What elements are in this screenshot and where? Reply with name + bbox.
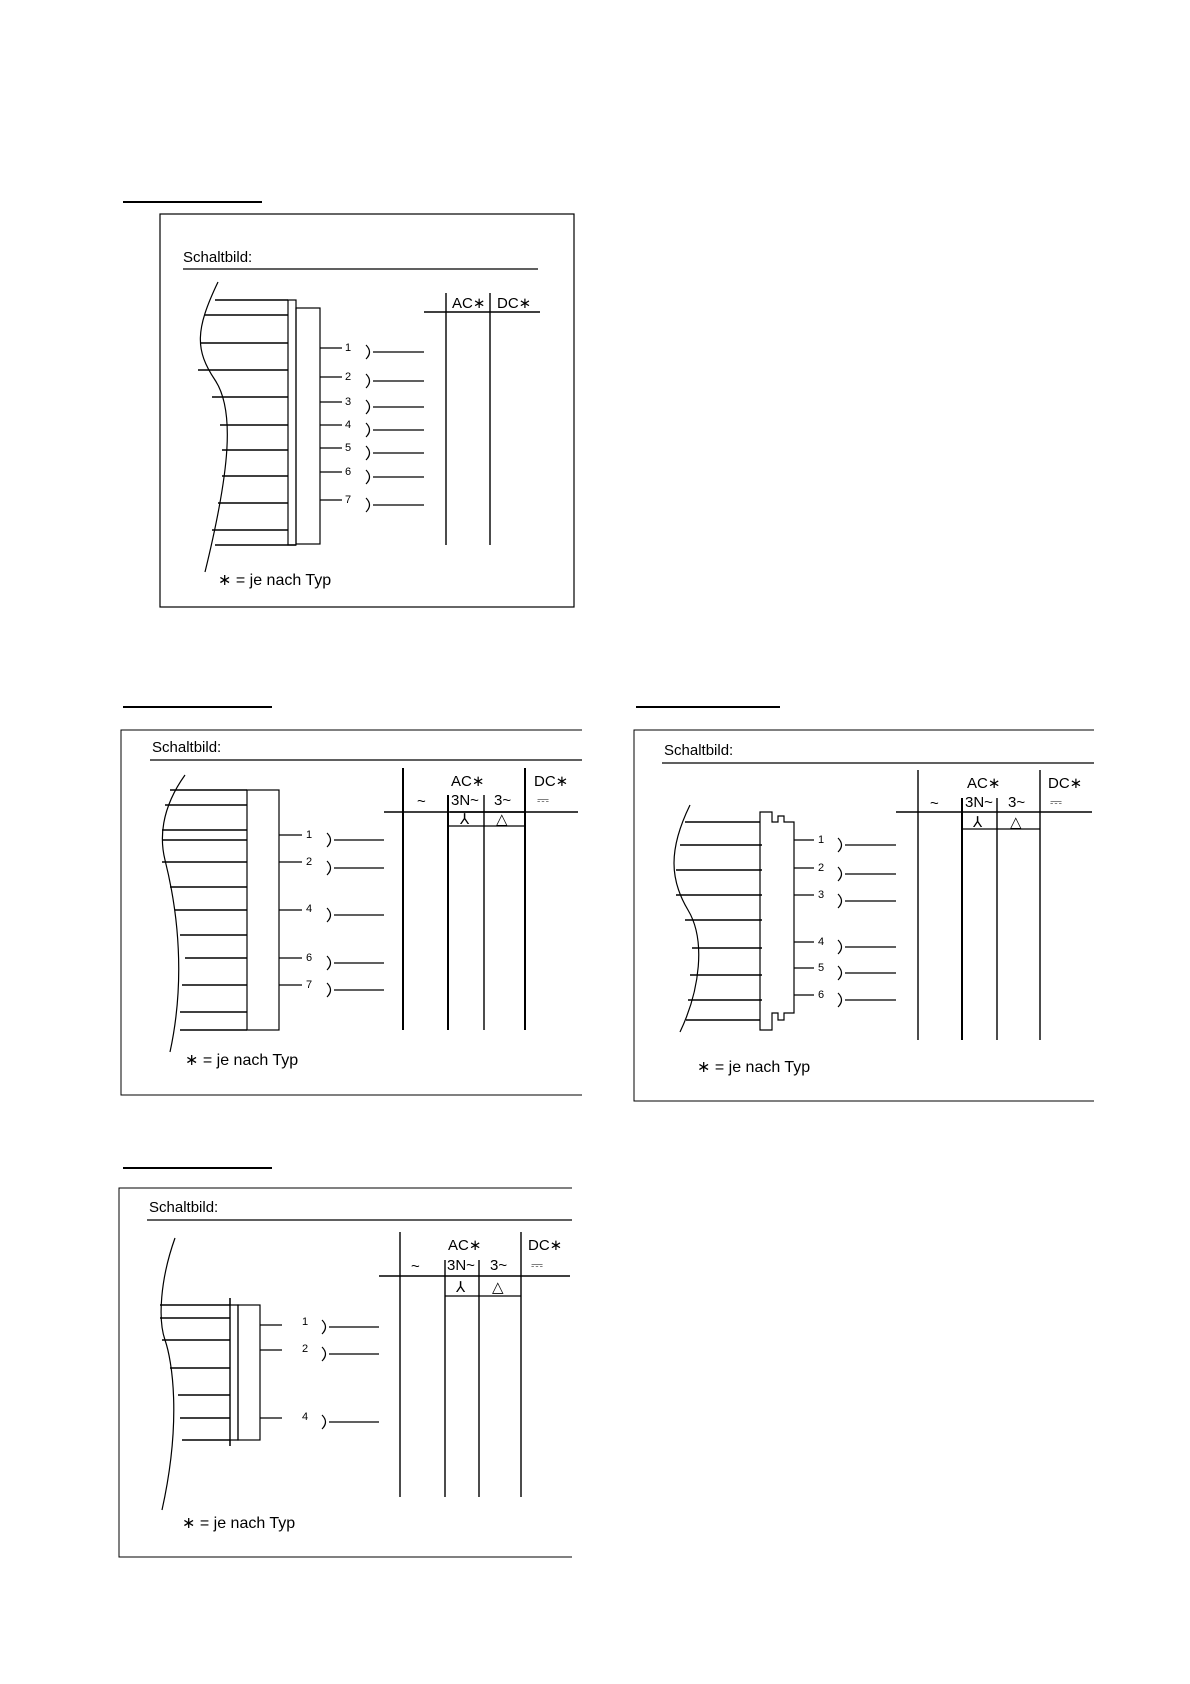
pin-lines [320,345,424,512]
pin-label: 4 [345,419,352,431]
pin-label: 2 [306,856,313,868]
ac-header: AC∗ [967,775,1001,792]
three-phase-neutral-header: 3N~ [451,792,479,809]
pin-label: 6 [345,466,352,478]
star-connection-symbol: ⅄ [460,811,470,828]
pin-label: 6 [306,952,313,964]
three-phase-neutral-header: 3N~ [447,1257,475,1274]
footnote: ∗ = je nach Typ [182,1515,296,1532]
diagram-1 [123,202,574,607]
pin-label: 4 [302,1411,309,1423]
delta-connection-symbol: △ [1010,814,1022,831]
pin-label: 7 [306,979,313,991]
three-phase-header: 3~ [494,792,512,809]
dc-header: DC∗ [1048,775,1083,792]
connector-body [162,790,279,1030]
diagram-3 [634,707,1094,1101]
schaltbild-title: Schaltbild: [664,742,734,759]
three-phase-neutral-header: 3N~ [965,794,993,811]
pin-label: 3 [345,396,352,408]
diagram-frame [119,1188,572,1557]
ac-header: AC∗ [452,295,486,312]
pin-lines [279,833,384,997]
connector-body [160,1298,260,1446]
pin-label: 6 [818,989,825,1001]
pin-label: 2 [302,1343,309,1355]
pin-label: 1 [306,829,313,841]
pin-lines [260,1320,379,1429]
single-phase-header: ~ [411,1258,420,1275]
dc-symbol: ⎓ [537,792,549,809]
footnote: ∗ = je nach Typ [697,1059,811,1076]
connector-body [198,300,320,545]
diagram-4 [119,1168,572,1557]
single-phase-header: ~ [930,795,939,812]
cut-edge-curve [200,282,227,572]
diagram-frame [634,730,1094,1101]
pin-label: 5 [818,962,825,974]
footnote: ∗ = je nach Typ [185,1052,299,1069]
cut-edge-curve [162,775,185,1052]
supply-table [424,293,540,545]
pin-label: 1 [345,342,352,354]
pin-lines [794,838,896,1007]
diagram-frame [121,730,582,1095]
pin-label: 1 [302,1316,309,1328]
diagram-2 [121,707,582,1095]
cut-edge-curve [161,1238,175,1510]
three-phase-header: 3~ [1008,794,1026,811]
dc-header: DC∗ [528,1237,563,1254]
pin-label: 2 [818,862,825,874]
single-phase-header: ~ [417,793,426,810]
schaltbild-title: Schaltbild: [149,1199,219,1216]
dc-header: DC∗ [497,295,532,312]
footnote: ∗ = je nach Typ [218,572,332,589]
cut-edge-curve [674,805,699,1032]
schaltbild-title: Schaltbild: [152,739,222,756]
pin-label: 5 [345,442,352,454]
three-phase-header: 3~ [490,1257,508,1274]
star-connection-symbol: ⅄ [456,1279,466,1296]
pin-label: 4 [818,936,825,948]
pin-label: 4 [306,903,313,915]
dc-symbol: ⎓ [1050,794,1062,811]
dc-header: DC∗ [534,773,569,790]
schaltbild-title: Schaltbild: [183,249,253,266]
delta-connection-symbol: △ [496,811,508,828]
dc-symbol: ⎓ [531,1257,543,1274]
pin-label: 3 [818,889,825,901]
ac-header: AC∗ [451,773,485,790]
ac-header: AC∗ [448,1237,482,1254]
diagram-frame [160,214,574,607]
supply-table [896,770,1092,1040]
pin-label: 1 [818,834,825,846]
pin-label: 7 [345,494,352,506]
pin-label: 2 [345,371,352,383]
star-connection-symbol: ⅄ [973,814,983,831]
delta-connection-symbol: △ [492,1279,504,1296]
